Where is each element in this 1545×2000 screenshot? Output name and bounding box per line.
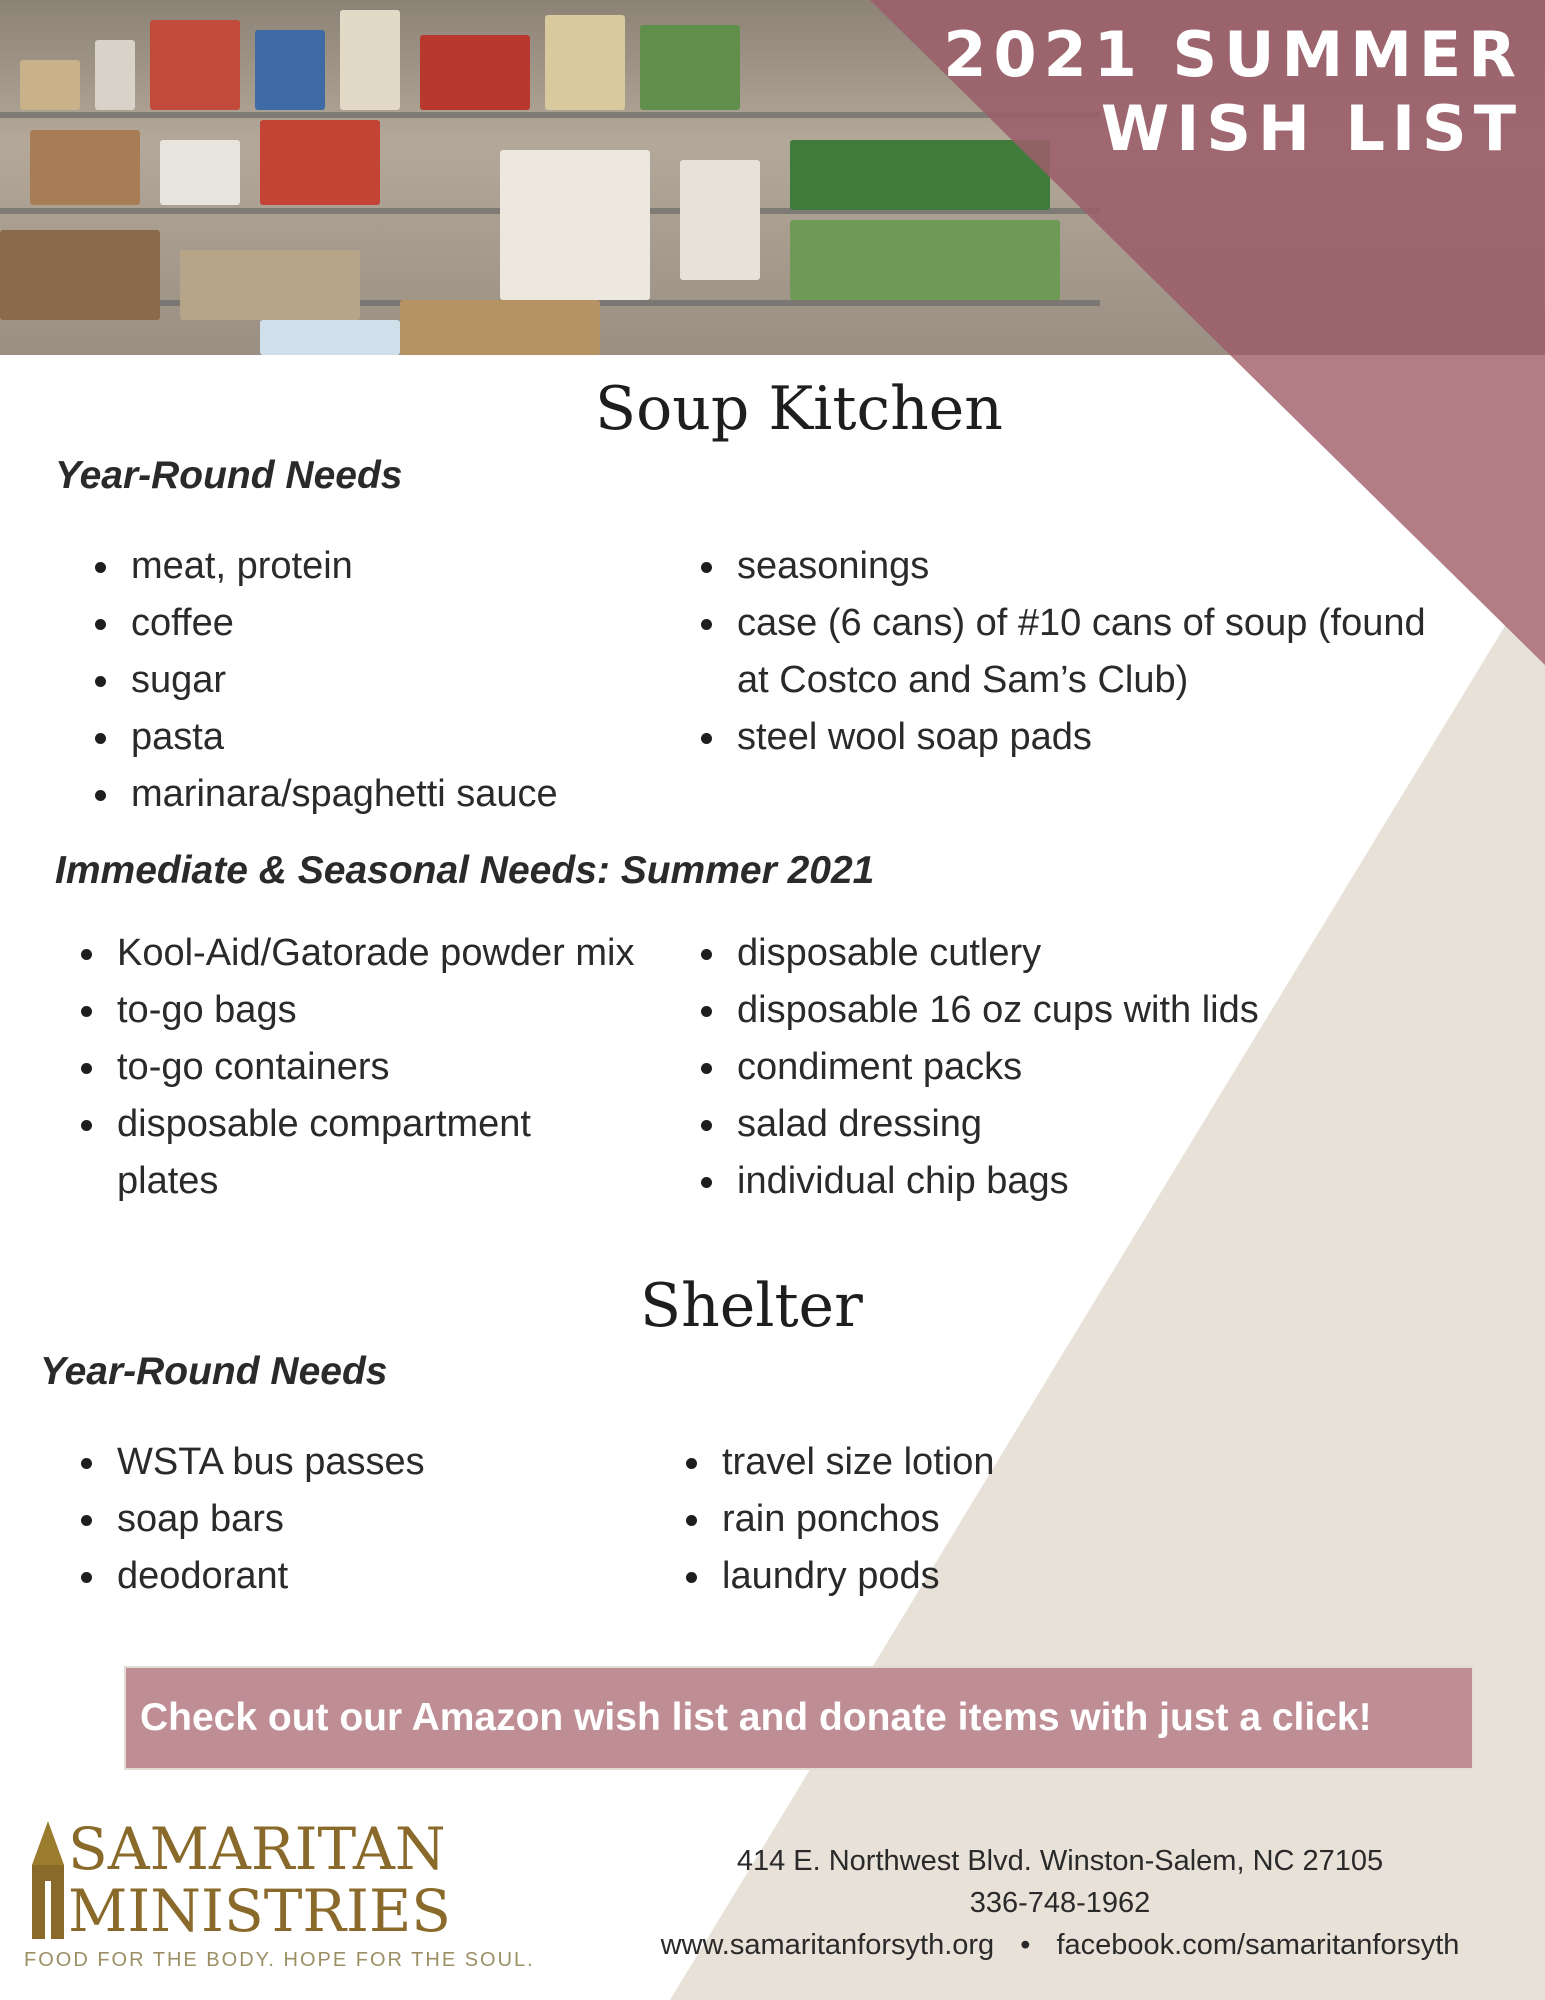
list-item: to-go bags — [117, 982, 637, 1039]
list-item: salad dressing — [737, 1096, 1437, 1153]
list-item: disposable 16 oz cups with lids — [737, 982, 1437, 1039]
shelter-title: Shelter — [640, 1271, 863, 1341]
footer-phone: 336-748-1962 — [969, 1887, 1151, 1919]
facebook-link[interactable]: facebook.com/samaritanforsyth — [1056, 1929, 1460, 1961]
soup-kitchen-seasonal-left-list — [117, 925, 637, 1210]
soup-kitchen-year-round-heading: Year-Round Needs — [55, 454, 403, 497]
title-line-2: WISH LIST — [1100, 92, 1523, 165]
list-item: steel wool soap pads — [737, 709, 1437, 766]
list-item: laundry pods — [722, 1548, 1322, 1605]
list-item: marinara/spaghetti sauce — [131, 766, 631, 823]
list-item: individual chip bags — [737, 1153, 1437, 1210]
list-item: disposable compartment plates — [117, 1096, 637, 1210]
shelter-year-round-right-list — [722, 1434, 1322, 1605]
list-item: rain ponchos — [722, 1491, 1322, 1548]
footer-links — [560, 1929, 1545, 1962]
list-item: meat, protein — [131, 538, 631, 595]
soup-kitchen-seasonal-right-list — [737, 925, 1437, 1210]
footer-address: 414 E. Northwest Blvd. Winston-Salem, NC 27105 — [736, 1845, 1384, 1877]
list-item: soap bars — [117, 1491, 617, 1548]
soup-kitchen-year-round-left-list — [131, 538, 631, 823]
list-item: WSTA bus passes — [117, 1434, 617, 1491]
shelter-year-round-heading: Year-Round Needs — [40, 1350, 388, 1393]
logo-word-ministries: MINISTRIES — [68, 1877, 452, 1945]
steeple-icon — [26, 1821, 70, 1939]
soup-kitchen-year-round-right-list — [737, 538, 1437, 766]
shelter-year-round-left-list — [117, 1434, 617, 1605]
list-item: sugar — [131, 652, 631, 709]
list-item: condiment packs — [737, 1039, 1437, 1096]
amazon-wish-list-banner[interactable]: Check out our Amazon wish list and donate items with just a click! — [124, 1666, 1474, 1770]
pantry-photo — [0, 0, 1545, 355]
samaritan-ministries-logo — [18, 1815, 535, 1975]
list-item: to-go containers — [117, 1039, 637, 1096]
list-item: coffee — [131, 595, 631, 652]
website-link[interactable]: www.samaritanforsyth.org — [660, 1929, 995, 1961]
title-line-1: 2021 SUMMER — [943, 18, 1523, 91]
list-item: Kool-Aid/Gatorade powder mix — [117, 925, 637, 982]
soup-kitchen-seasonal-heading: Immediate & Seasonal Needs: Summer 2021 — [55, 849, 875, 892]
list-item: deodorant — [117, 1548, 617, 1605]
list-item: disposable cutlery — [737, 925, 1437, 982]
wish-list-title — [943, 18, 1523, 166]
list-item: seasonings — [737, 538, 1437, 595]
footer-separator: • — [1020, 1929, 1031, 1961]
list-item: pasta — [131, 709, 631, 766]
logo-tagline: FOOD FOR THE BODY. HOPE FOR THE SOUL. — [24, 1949, 535, 1971]
logo-word-samaritan: SAMARITAN — [68, 1815, 446, 1883]
list-item: travel size lotion — [722, 1434, 1322, 1491]
soup-kitchen-title: Soup Kitchen — [595, 374, 1003, 444]
list-item: case (6 cans) of #10 cans of soup (found at Costco and Sam’s Club) — [737, 595, 1437, 709]
